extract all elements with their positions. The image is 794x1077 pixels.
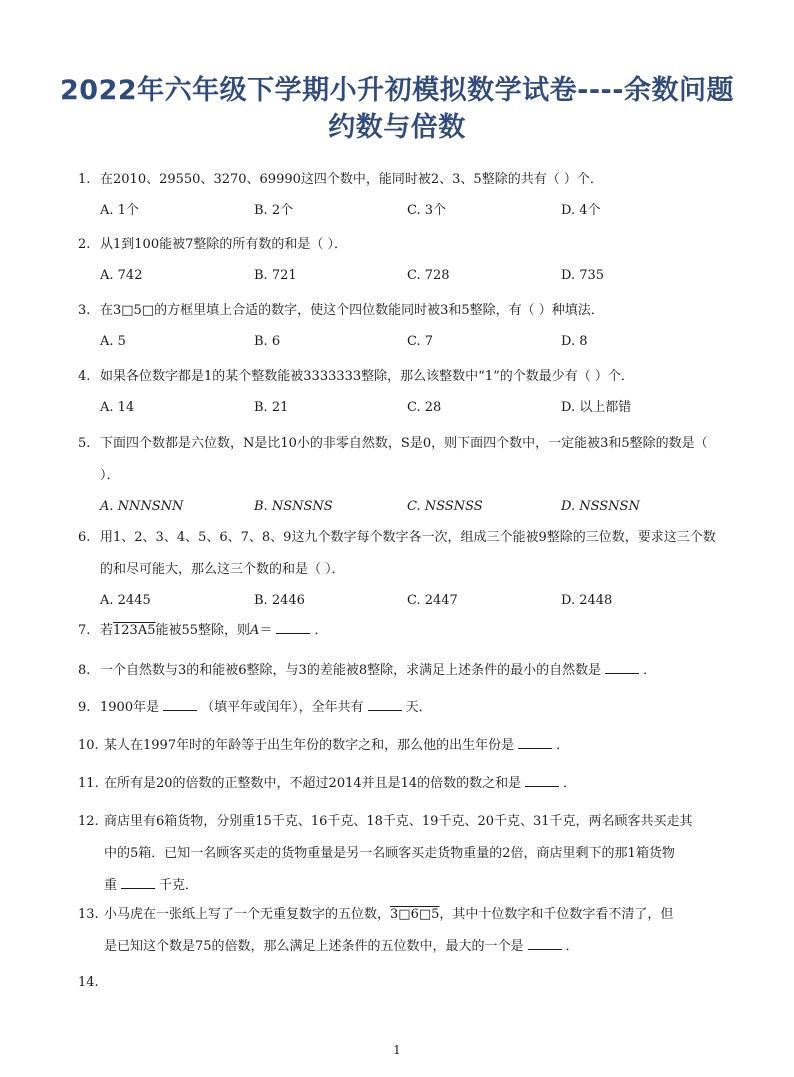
text-part: 一个自然数与3的和能被6整除，与3的差能被8整除，求满足上述条件的最小的自然数是 (100, 663, 602, 678)
option-c: C. 3个 (407, 203, 447, 218)
option-d: D. 4个 (561, 203, 601, 218)
question-4 (78, 361, 718, 423)
options (100, 261, 718, 291)
question-text (104, 768, 718, 800)
text-part: ． (563, 776, 577, 791)
question-12 (78, 806, 718, 902)
question-text: 如果各位数字都是1的某个整数能被3333333整除，那么该整数中“1”的个数最少有（ ）个． (100, 369, 634, 384)
question-number: 11. (78, 776, 99, 791)
question-text (104, 730, 718, 762)
text-part: 能被55整除，则 (155, 623, 251, 638)
options (100, 492, 718, 522)
question-number: 2. (78, 237, 91, 252)
text-part: （填平年或闰年），全年共有 (201, 700, 364, 715)
question-text-line-1 (104, 899, 718, 931)
option-b: B. 6 (254, 334, 281, 349)
question-2 (78, 229, 718, 291)
option-a: A. 2445 (100, 593, 151, 608)
text-part: 1900年是 (100, 700, 160, 715)
question-number: 5. (78, 436, 91, 451)
question-1 (78, 164, 718, 226)
question-text-line-2 (104, 931, 718, 963)
question-number: 14. (78, 975, 99, 990)
option-c: C. 728 (407, 268, 450, 283)
answer-blank[interactable] (518, 734, 552, 749)
question-number: 8. (78, 663, 91, 678)
question-3 (78, 295, 718, 357)
question-11 (78, 768, 718, 800)
option-c: C. 2447 (407, 593, 458, 608)
question-text: 下面四个数都是六位数，N是比10小的非零自然数，S是0，则下面四个数中，一定能被3和5整除的数是（ ）． (100, 436, 708, 483)
text-part: 天． (405, 700, 432, 715)
option-a: A. 1个 (100, 203, 139, 218)
page-number: 1 (393, 1043, 401, 1057)
question-10 (78, 730, 718, 762)
option-b: B. 721 (254, 268, 297, 283)
option-b: B. NSNSNS (254, 499, 333, 514)
overlined-number: 123A5 (113, 623, 156, 638)
option-c: C. NSSNSS (407, 499, 483, 514)
option-c: C. 28 (407, 400, 442, 415)
text-part: 小马虎在一张纸上写了一个无重复数字的五位数， (104, 907, 391, 922)
option-a: A. NNNSNN (100, 499, 184, 514)
option-a: A. 742 (100, 268, 143, 283)
option-d: D. 8 (561, 334, 588, 349)
answer-blank[interactable] (368, 696, 402, 711)
question-text-line-1: 商店里有6箱货物，分别重15千克、16千克、18千克、19千克、20千克、31千克，两名顾客共买走其 (104, 814, 693, 829)
option-b: B. 21 (254, 400, 289, 415)
question-number: 3. (78, 303, 91, 318)
question-text (100, 692, 718, 724)
text-part: 若 (100, 623, 114, 638)
question-number: 4. (78, 369, 91, 384)
question-text (100, 615, 718, 647)
question-number: 7. (78, 623, 91, 638)
question-text-line-2: 中的5箱．已知一名顾客买走的货物重量是另一名顾客买走货物重量的2倍，商店里剩下的那1箱货物 (104, 846, 675, 861)
text-part: ＝ (259, 623, 273, 638)
options (100, 586, 718, 616)
options (100, 327, 718, 357)
option-d: D. NSSNSN (561, 499, 640, 514)
question-text: 用1、2、3、4、5、6、7、8、9这九个数字每个数字各一次，组成三个能被9整除的三位数，要求这三个数的和尽可能大，那么这三个数的和是（ ）． (100, 530, 716, 577)
page-title: 2022年六年级下学期小升初模拟数学试卷----余数问题 约数与倍数 (60, 75, 734, 143)
question-number: 10. (78, 738, 99, 753)
option-b: B. 2446 (254, 593, 305, 608)
text-part: ，其中十位数字和千位数字看不清了，但 (439, 907, 674, 922)
options (100, 393, 718, 423)
text-part: ． (565, 939, 579, 954)
text-part: 在所有是20的倍数的正整数中，不超过2014并且是14的倍数的数之和是 (104, 776, 522, 791)
variable: A (250, 623, 260, 638)
question-text (100, 655, 718, 687)
question-number: 12. (78, 814, 99, 829)
overlined-number: 3□6□5 (390, 907, 440, 922)
question-number: 1. (78, 172, 91, 187)
answer-blank[interactable] (528, 935, 562, 950)
question-6 (78, 522, 718, 616)
question-text-line-3 (104, 870, 718, 902)
question-7 (78, 615, 718, 647)
option-a: A. 14 (100, 400, 135, 415)
option-c: C. 7 (407, 334, 434, 349)
text-part: 是已知这个数是75的倍数，那么满足上述条件的五位数中，最大的一个是 (104, 939, 524, 954)
question-5 (78, 428, 718, 522)
text-part: 重 (104, 878, 118, 893)
question-9 (78, 692, 718, 724)
answer-blank[interactable] (276, 619, 310, 634)
question-text: 在3□5□的方框里填上合适的数字，使这个四位数能同时被3和5整除，有（ ）种填法． (100, 303, 604, 318)
option-a: A. 5 (100, 334, 126, 349)
answer-blank[interactable] (605, 659, 639, 674)
answer-blank[interactable] (121, 874, 155, 889)
text-part: ． (556, 738, 570, 753)
question-number: 9. (78, 700, 91, 715)
text-part: ． (643, 663, 657, 678)
question-text: 从1到100能被7整除的所有数的和是（ ）． (100, 237, 347, 252)
answer-blank[interactable] (163, 696, 197, 711)
answer-blank[interactable] (525, 772, 559, 787)
option-b: B. 2个 (254, 203, 294, 218)
text-part: 千克． (159, 878, 199, 893)
option-d: D. 2448 (561, 593, 613, 608)
text-part: 某人在1997年时的年龄等于出生年份的数字之和，那么他的出生年份是 (104, 738, 515, 753)
question-text: 在2010、29550、3270、69990这四个数中，能同时被2、3、5整除的共有（ ）个． (100, 172, 603, 187)
question-number: 6. (78, 530, 91, 545)
options (100, 196, 718, 226)
option-d: D. 735 (561, 268, 605, 283)
text-part: ． (314, 623, 328, 638)
option-d: D. 以上都错 (561, 400, 632, 415)
question-8 (78, 655, 718, 687)
question-13 (78, 899, 718, 963)
question-number: 13. (78, 907, 99, 922)
